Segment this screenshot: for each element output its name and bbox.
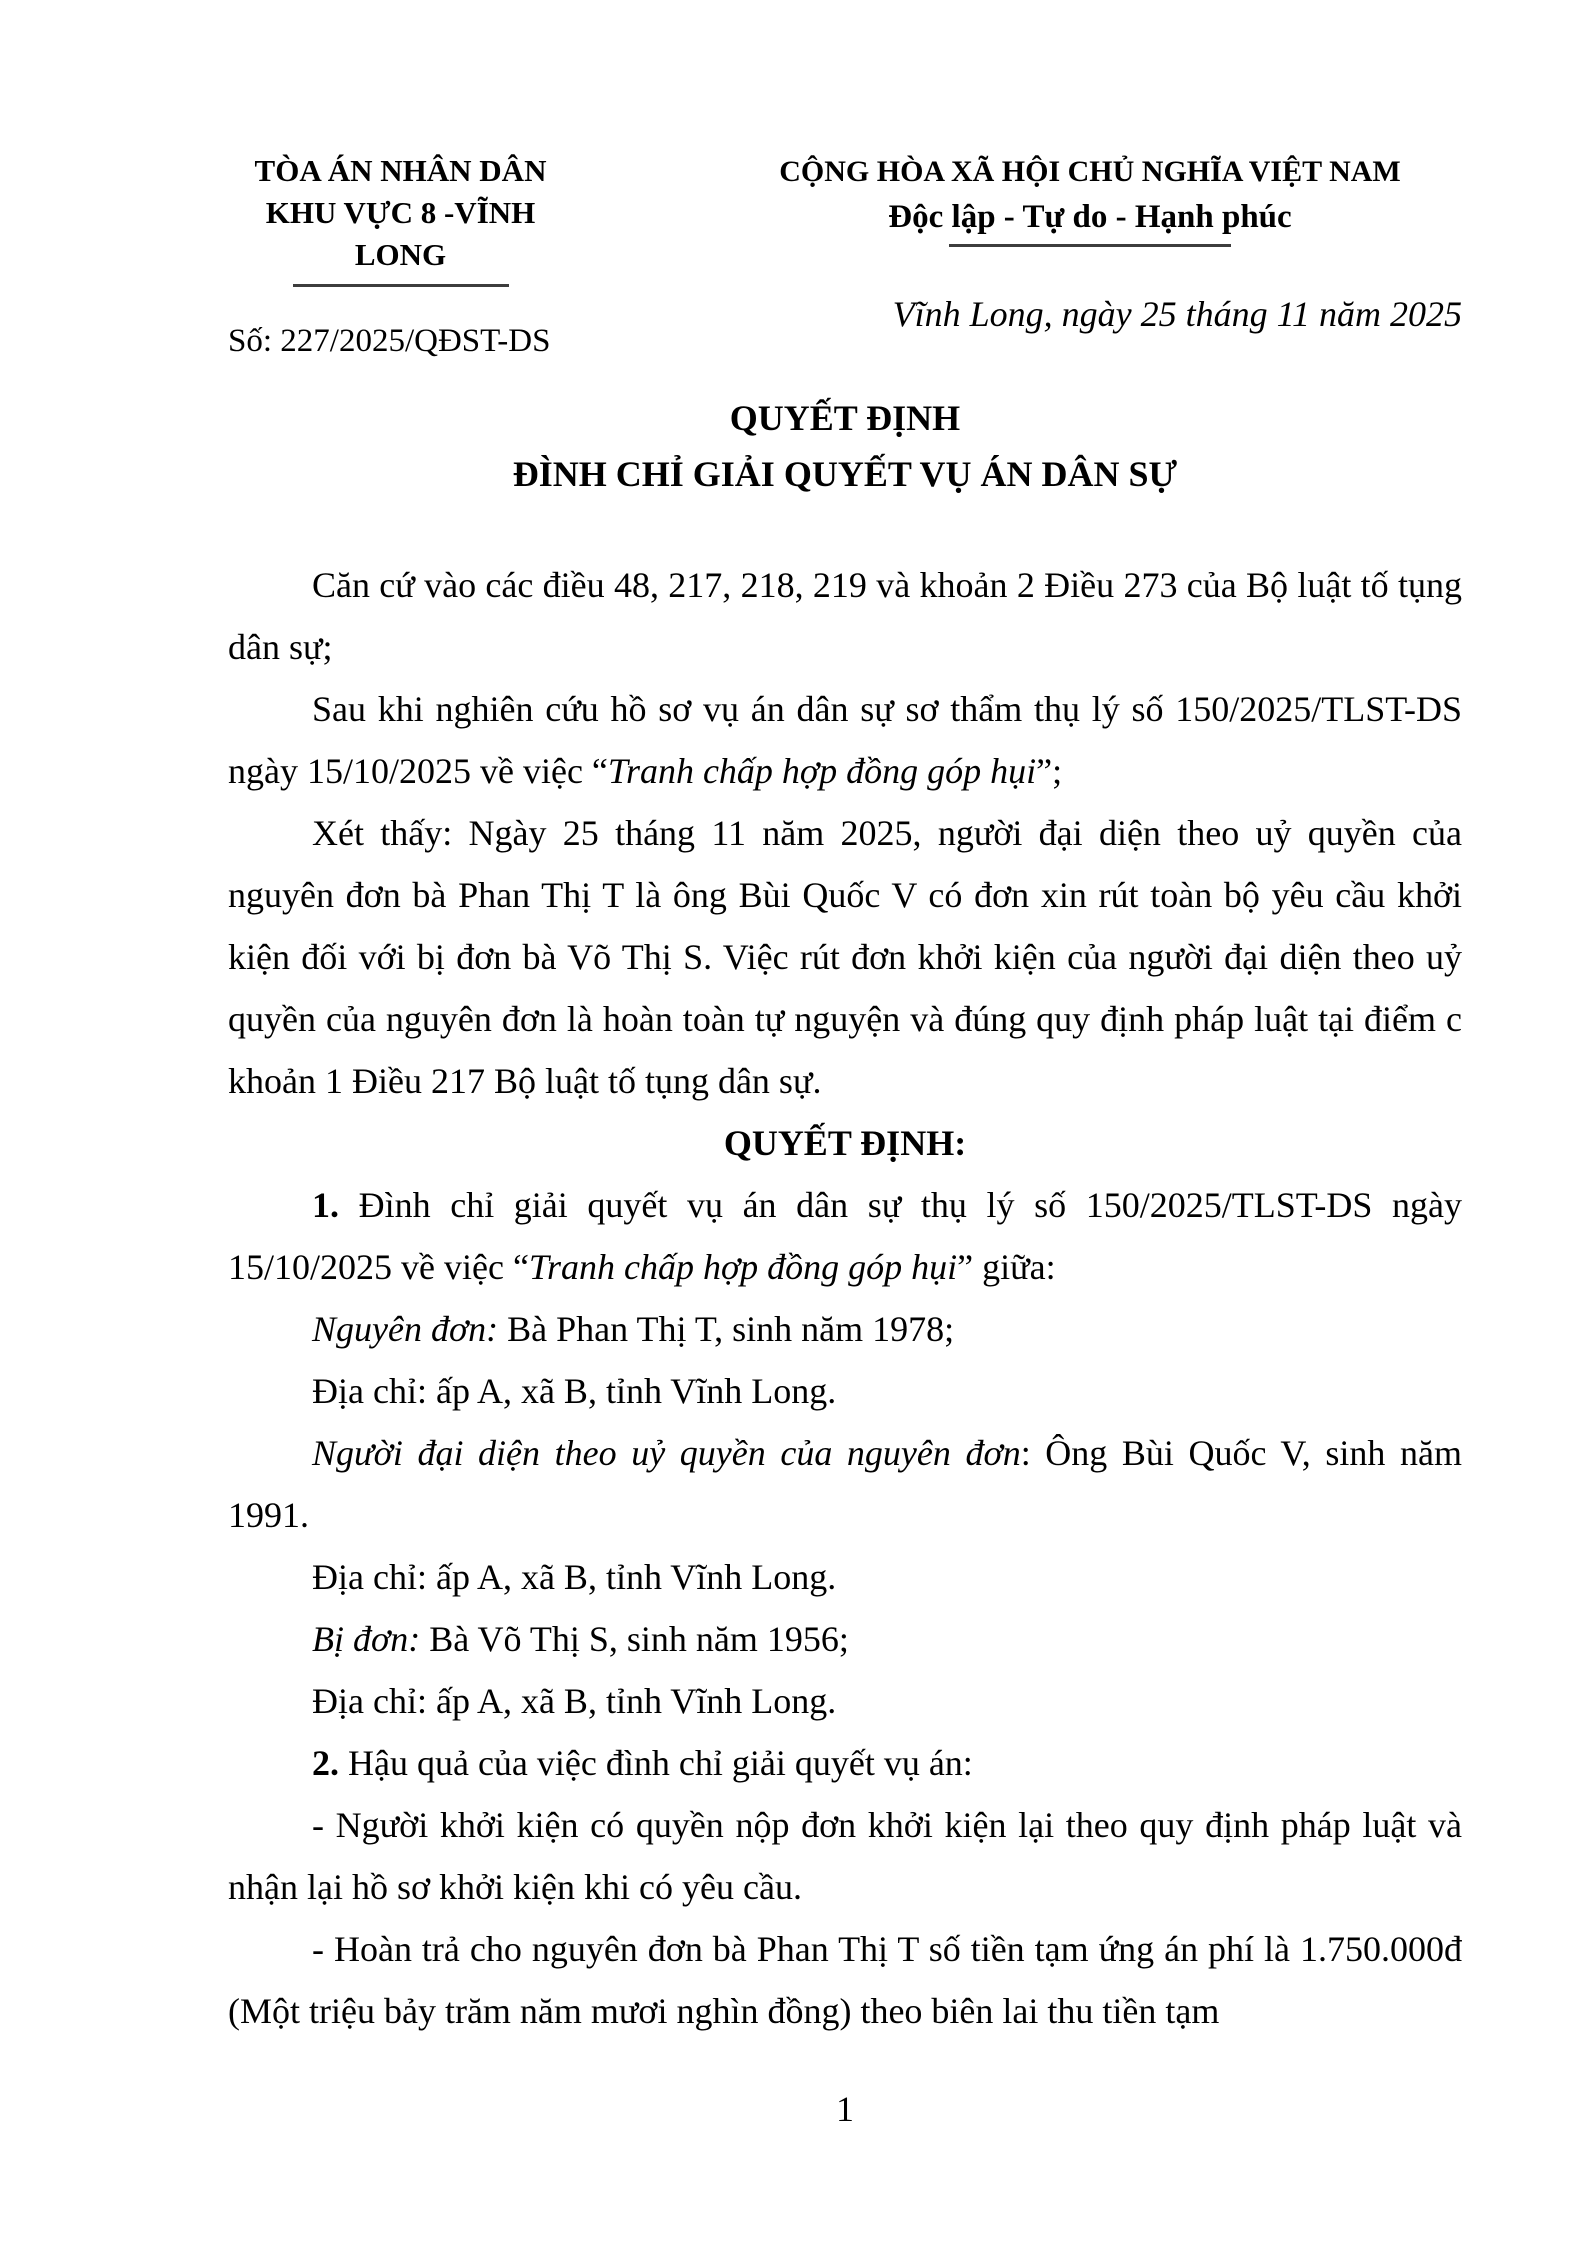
text-run: - Hoàn trả cho nguyên đơn bà Phan Thị T số tiền tạm ứng án phí là 1.750.000đ (Một triệu bảy trăm năm mươi nghìn đồng) theo biên lai thu tiền tạm (228, 1929, 1462, 2031)
party-role-label: Bị đơn: (312, 1619, 421, 1659)
defendant-line (228, 1608, 1462, 1670)
text-run: Căn cứ vào các điều 48, 217, 218, 219 và khoản 2 Điều 273 của Bộ luật tố tụng dân sự; (228, 565, 1462, 667)
document-title-line-1: QUYẾT ĐỊNH (729, 398, 961, 438)
court-header-block (228, 150, 573, 360)
representative-line (228, 1422, 1462, 1546)
case-subject-italic: Tranh chấp hợp đồng góp hụi (528, 1247, 958, 1287)
text-run: Đình chỉ giải quyết vụ án dân sự thụ lý số 150/2025/TLST-DS ngày 15/10/2025 về việc “ (228, 1185, 1462, 1287)
text-run: Địa chỉ: ấp A, xã B, tỉnh Vĩnh Long. (312, 1681, 837, 1721)
document-number: Số: 227/2025/QĐST-DS (228, 323, 551, 359)
document-title-line-2: ĐÌNH CHỈ GIẢI QUYẾT VỤ ÁN DÂN SỰ (512, 454, 1178, 494)
party-role-label: Nguyên đơn: (312, 1309, 499, 1349)
place-date-line: Vĩnh Long, ngày 25 tháng 11 năm 2025 (892, 294, 1462, 334)
document-header (228, 150, 1462, 360)
text-run: Xét thấy: Ngày 25 tháng 11 năm 2025, người đại diện theo uỷ quyền của nguyên đơn bà Phan Thị T là ông Bùi Quốc V có đơn xin rút toàn bộ yêu cầu khởi kiện đối với bị đơn bà Võ Thị S. Việc rút đơn khởi kiện của người đại diện theo uỷ quyền của nguyên đơn là hoàn toàn tự nguyện và đúng quy định pháp luật tại điểm c khoản 1 Điều 217 Bộ luật tố tụng dân sự. (228, 813, 1462, 1101)
text-run: Hậu quả của việc đình chỉ giải quyết vụ án: (339, 1743, 973, 1783)
case-subject-italic: Tranh chấp hợp đồng góp hụi (607, 751, 1037, 791)
text-run: Địa chỉ: ấp A, xã B, tỉnh Vĩnh Long. (312, 1371, 837, 1411)
republic-name: CỘNG HÒA XÃ HỘI CHỦ NGHĨA VIỆT NAM (779, 155, 1401, 188)
decision-item-1 (228, 1174, 1462, 1298)
plaintiff-line (228, 1298, 1462, 1360)
court-name-line-3: LONG (354, 237, 447, 272)
item-number: 2. (312, 1743, 339, 1783)
plaintiff-address-line (228, 1360, 1462, 1422)
page-number: 1 (836, 2089, 854, 2129)
motto-underline (949, 244, 1231, 247)
court-name-line-2: KHU VỰC 8 -VĨNH (265, 195, 536, 230)
consequence-refiling-paragraph (228, 1794, 1462, 1918)
court-name-line-1: TÒA ÁN NHÂN DÂN (254, 153, 547, 188)
decision-item-2 (228, 1732, 1462, 1794)
case-review-paragraph (228, 678, 1462, 802)
consequence-refund-paragraph (228, 1918, 1462, 2042)
text-run: Bà Võ Thị S, sinh năm 1956; (420, 1619, 849, 1659)
national-motto: Độc lập - Tự do - Hạnh phúc (888, 199, 1292, 235)
text-run: : Ông Bùi Quốc V, sinh năm 1991. (228, 1433, 1462, 1535)
document-body (228, 554, 1462, 2042)
text-run: ”; (1036, 751, 1063, 791)
defendant-address-line (228, 1670, 1462, 1732)
text-run: Địa chỉ: ấp A, xã B, tỉnh Vĩnh Long. (312, 1557, 837, 1597)
page-footer (228, 2088, 1462, 2130)
court-name-underline (293, 284, 509, 287)
text-run: - Người khởi kiện có quyền nộp đơn khởi kiện lại theo quy định pháp luật và nhận lại hồ sơ khởi kiện khi có yêu cầu. (228, 1805, 1462, 1907)
legal-basis-paragraph (228, 554, 1462, 678)
republic-header-block (718, 150, 1462, 335)
text-run: ” giữa: (957, 1247, 1056, 1287)
text-run: Sau khi nghiên cứu hồ sơ vụ án dân sự sơ thẩm thụ lý số 150/2025/TLST-DS ngày 15/10/2025 về việc “ (228, 689, 1462, 791)
party-role-label: Người đại diện theo uỷ quyền của nguyên đơn (312, 1433, 1021, 1473)
representative-address-line (228, 1546, 1462, 1608)
decision-section-heading: QUYẾT ĐỊNH: (723, 1123, 967, 1163)
document-title (228, 390, 1462, 502)
item-number: 1. (312, 1185, 339, 1225)
findings-paragraph (228, 802, 1462, 1112)
text-run: Bà Phan Thị T, sinh năm 1978; (498, 1309, 955, 1349)
